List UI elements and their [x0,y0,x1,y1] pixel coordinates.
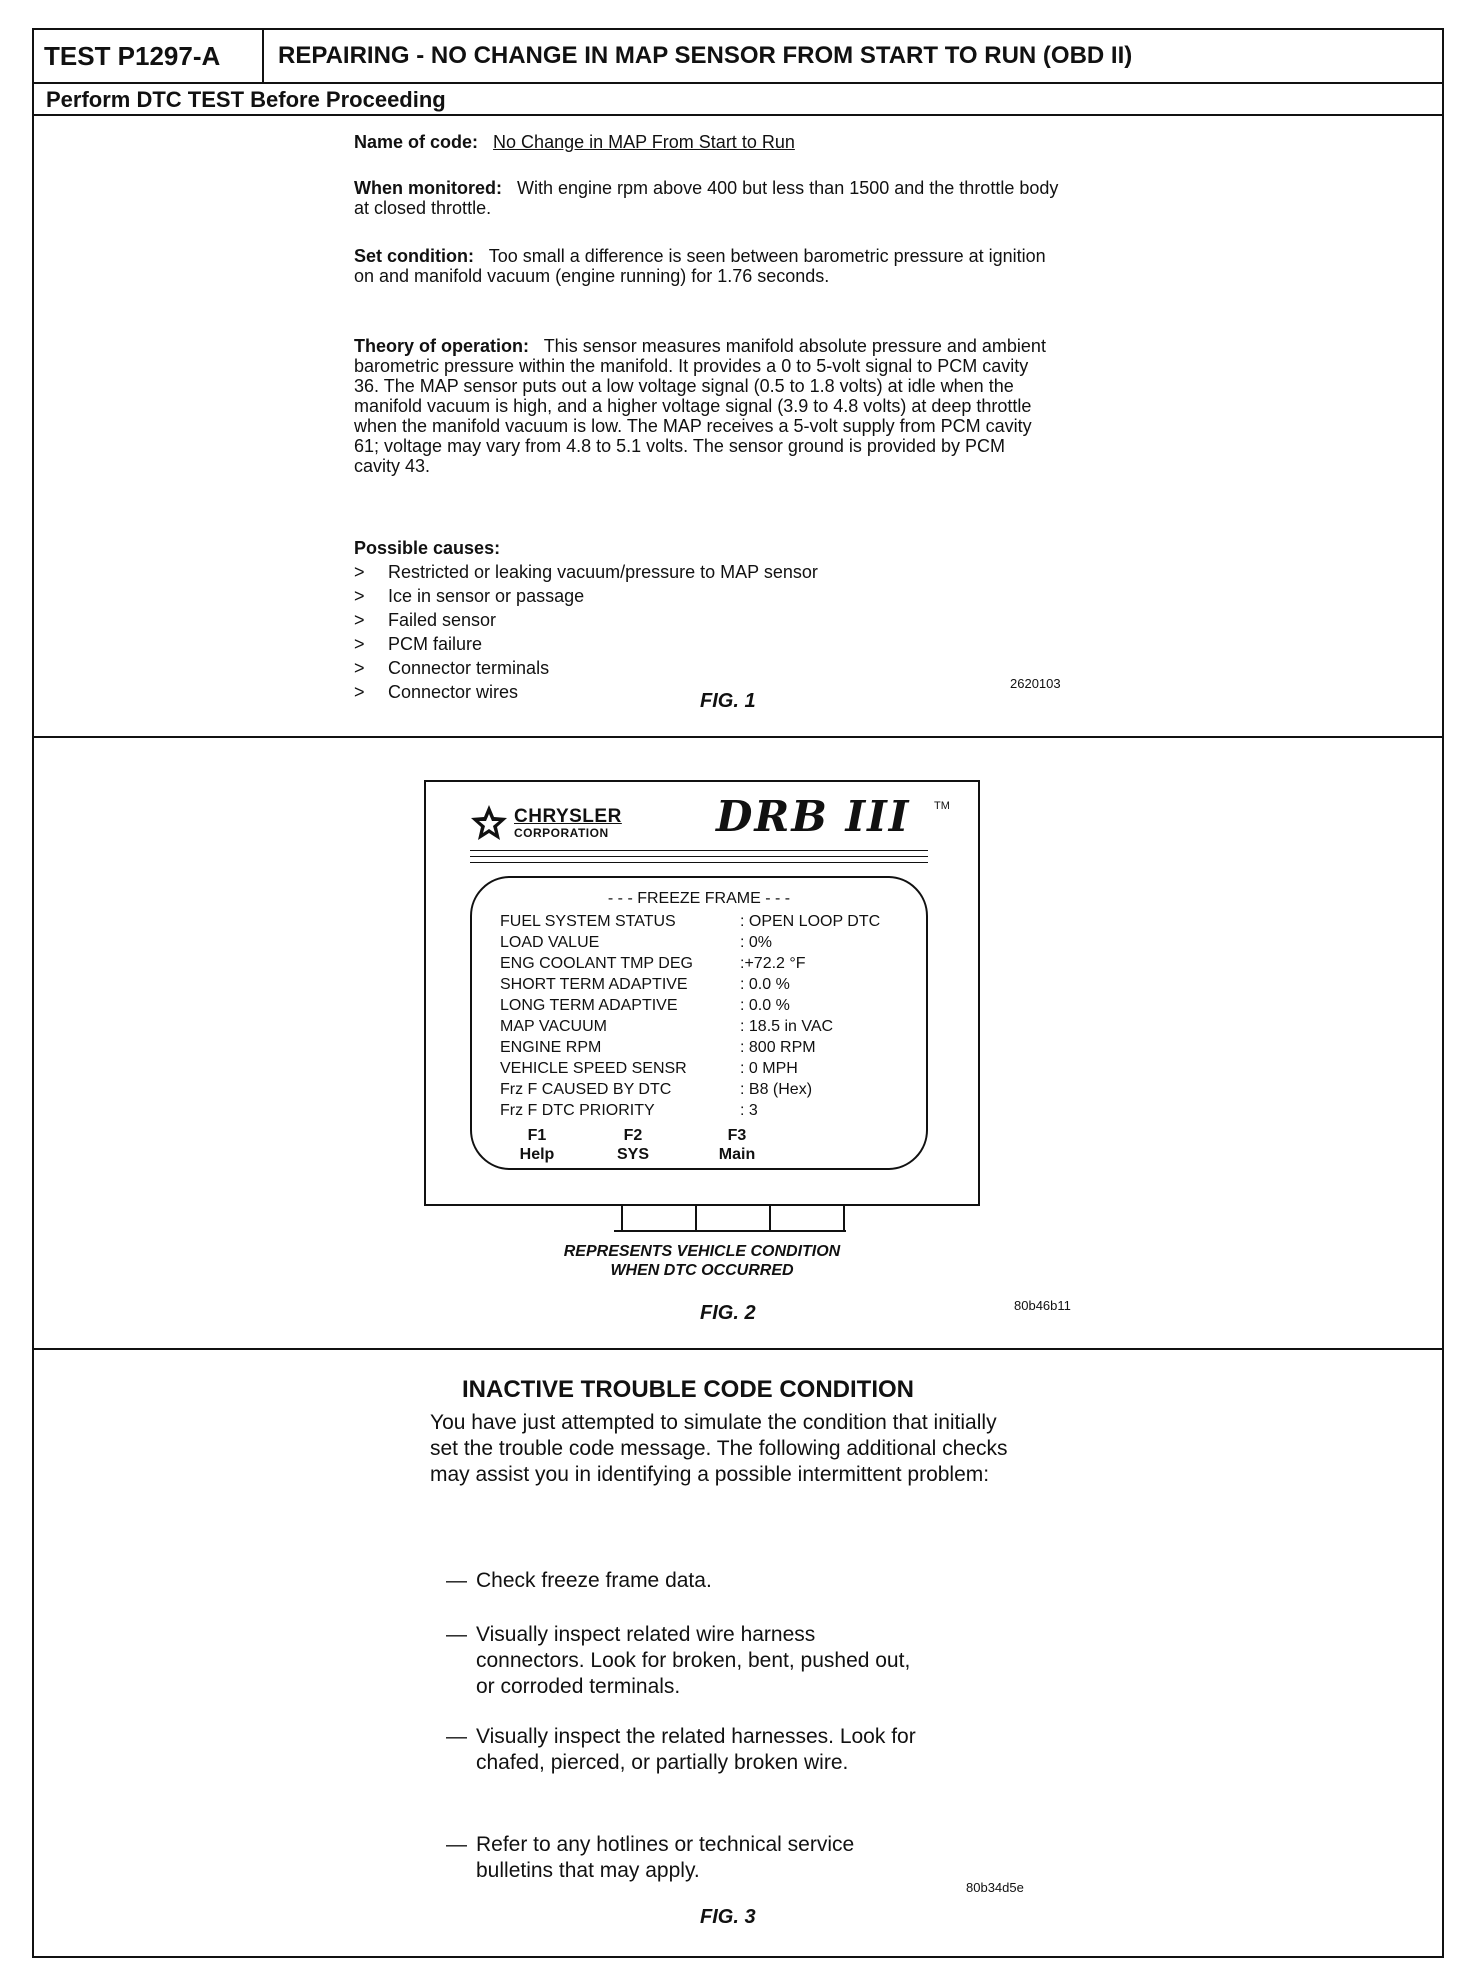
causes-heading [354,538,1054,558]
cause-text: Restricted or leaking vacuum/pressure to MAP sensor [388,562,818,582]
dash: — [446,1569,467,1592]
list-item [354,632,818,656]
when-monitored-text: With engine rpm above 400 but less than 1500 and the throttle body at closed throttle. [354,178,1059,218]
caption-line: REPRESENTS VEHICLE CONDITION [563,1243,841,1260]
caption-line: WHEN DTC OCCURRED [610,1262,794,1279]
f1-help-key[interactable] [512,1126,562,1164]
corp-name: CHRYSLER [514,806,622,827]
cause-text: Failed sensor [388,610,497,630]
freeze-row [500,912,880,932]
code-name-value: No Change in MAP From Start to Run [493,132,795,152]
rule [470,856,928,857]
row-value: : 18.5 in VAC [740,1018,834,1035]
theory-of-operation [354,336,1054,476]
dash: — [446,1833,467,1856]
fkey-label: Main [718,1146,756,1163]
row-label: FUEL SYSTEM STATUS [500,913,676,930]
cause-text: Connector wires [388,682,519,702]
row-label: MAP VACUUM [500,1018,607,1035]
check-item [446,1724,916,1776]
device-screen [470,876,928,1170]
corp-subtitle: CORPORATION [514,826,609,840]
check-text: Check freeze frame data. [476,1569,712,1592]
set-condition-label: Set condition: [354,246,474,266]
pointer-tick [843,1204,845,1230]
row-value: : 0 MPH [740,1060,798,1077]
freeze-row [500,933,772,953]
bullet: > [354,634,365,654]
brand-title: DRB III [716,792,911,841]
header-bar [34,30,1442,84]
row-label: LONG TERM ADAPTIVE [500,997,678,1014]
freeze-row [500,1017,833,1037]
list-item [354,560,818,584]
fkey-label: Help [519,1146,555,1163]
cause-text: Ice in sensor or passage [388,586,585,606]
row-label: SHORT TERM ADAPTIVE [500,976,688,993]
freeze-row [500,1080,812,1100]
pentastar-logo-icon [470,804,508,842]
row-value: : 0.0 % [740,976,790,993]
trademark: TM [934,800,950,812]
fkey-number: F3 [727,1127,747,1144]
check-item [446,1622,926,1700]
freeze-row [500,1101,758,1121]
cause-text: PCM failure [388,634,483,654]
pointer-tick [695,1204,697,1230]
row-value: : 3 [740,1102,758,1119]
inactive-title: INACTIVE TROUBLE CODE CONDITION [462,1376,915,1403]
code-name-label: Name of code: [354,132,479,152]
freeze-row [500,996,790,1016]
row-value: : B8 (Hex) [740,1081,813,1098]
causes-label: Possible causes: [354,538,501,558]
row-label: LOAD VALUE [500,934,600,951]
fig2-label: FIG. 2 [700,1302,756,1324]
fig2-code: 80b46b11 [1014,1298,1071,1313]
screen-title: - - - FREEZE FRAME - - - [607,890,791,907]
f3-main-key[interactable] [710,1126,764,1164]
inactive-intro: You have just attempted to simulate the condition that initially set the trouble code message. The following additional checks may assist you in identifying a possible intermittent problem: [430,1411,1008,1486]
divider-2 [34,1348,1442,1350]
drb-device [424,780,980,1206]
test-subtitle: Perform DTC TEST Before Proceeding [34,84,1442,116]
fkey-label: SYS [616,1146,649,1163]
cause-text: Connector terminals [388,658,550,678]
row-value: : 0% [740,934,773,951]
freeze-row [500,1059,798,1079]
fig1-label: FIG. 1 [700,690,756,712]
divider-1 [34,736,1442,738]
list-item [354,656,818,680]
rule [470,862,928,863]
test-title: REPAIRING - NO CHANGE IN MAP SENSOR FROM START TO RUN (OBD II) [278,42,1133,69]
bullet: > [354,562,365,582]
fig3-code: 80b34d5e [966,1880,1024,1895]
test-id: TEST P1297-A [34,30,264,82]
bullet: > [354,586,365,606]
list-item [354,608,818,632]
check-text: Visually inspect the related harnesses. Look for chafed, pierced, or partially broken wire. [476,1725,916,1774]
code-name [354,132,1054,152]
dash: — [446,1725,467,1748]
list-item [354,584,818,608]
figure2-caption [424,1242,980,1280]
check-item [446,1832,916,1884]
bullet: > [354,610,365,630]
set-condition-text: Too small a difference is seen between barometric pressure at ignition on and manifold vacuum (engine running) for 1.76 seconds. [354,246,1046,286]
when-monitored-label: When monitored: [354,178,502,198]
fkey-number: F1 [527,1127,547,1144]
theory-text: This sensor measures manifold absolute pressure and ambient barometric pressure within the manifold. It provides a 0 to 5-volt signal to PCM cavity 36. The MAP sensor puts out a low voltage signal (0.5 to 1.8 volts) at idle when the manifold vacuum is high, and a higher voltage signal (3.9 to 4.8 volts) at deep throttle when the manifold vacuum is low. The MAP receives a 5-volt supply from PCM cavity 61; voltage may vary from 4.8 to 5.1 volts. The sensor ground is provided by PCM cavity 43. [354,336,1046,476]
row-value: : OPEN LOOP DTC [740,913,881,930]
bullet: > [354,658,365,678]
freeze-row [500,954,806,974]
check-item [446,1568,1086,1594]
row-value: :+72.2 °F [740,955,806,972]
check-text: Refer to any hotlines or technical service bulletins that may apply. [476,1833,855,1882]
pointer-tick [769,1204,771,1230]
row-label: Frz F DTC PRIORITY [500,1102,655,1119]
row-value: : 800 RPM [740,1039,816,1056]
row-label: ENGINE RPM [500,1039,602,1056]
freeze-row [500,1038,816,1058]
pointer-line [614,1230,846,1232]
fkey-number: F2 [623,1127,643,1144]
causes-list [354,560,818,704]
row-label: Frz F CAUSED BY DTC [500,1081,672,1098]
fig1-code: 2620103 [1010,676,1061,691]
row-value: : 0.0 % [740,997,790,1014]
theory-label: Theory of operation: [354,336,529,356]
f2-sys-key[interactable] [608,1126,658,1164]
pointer-tick [621,1204,623,1230]
fig3-label: FIG. 3 [700,1906,756,1928]
freeze-row [500,975,790,995]
check-text: Visually inspect related wire harness connectors. Look for broken, bent, pushed out, or corroded terminals. [476,1623,911,1698]
when-monitored [354,178,1074,218]
bullet: > [354,682,365,702]
set-condition [354,246,1054,286]
row-label: ENG COOLANT TMP DEG [500,955,693,972]
row-label: VEHICLE SPEED SENSR [500,1060,687,1077]
rule [470,850,928,851]
dash: — [446,1623,467,1646]
